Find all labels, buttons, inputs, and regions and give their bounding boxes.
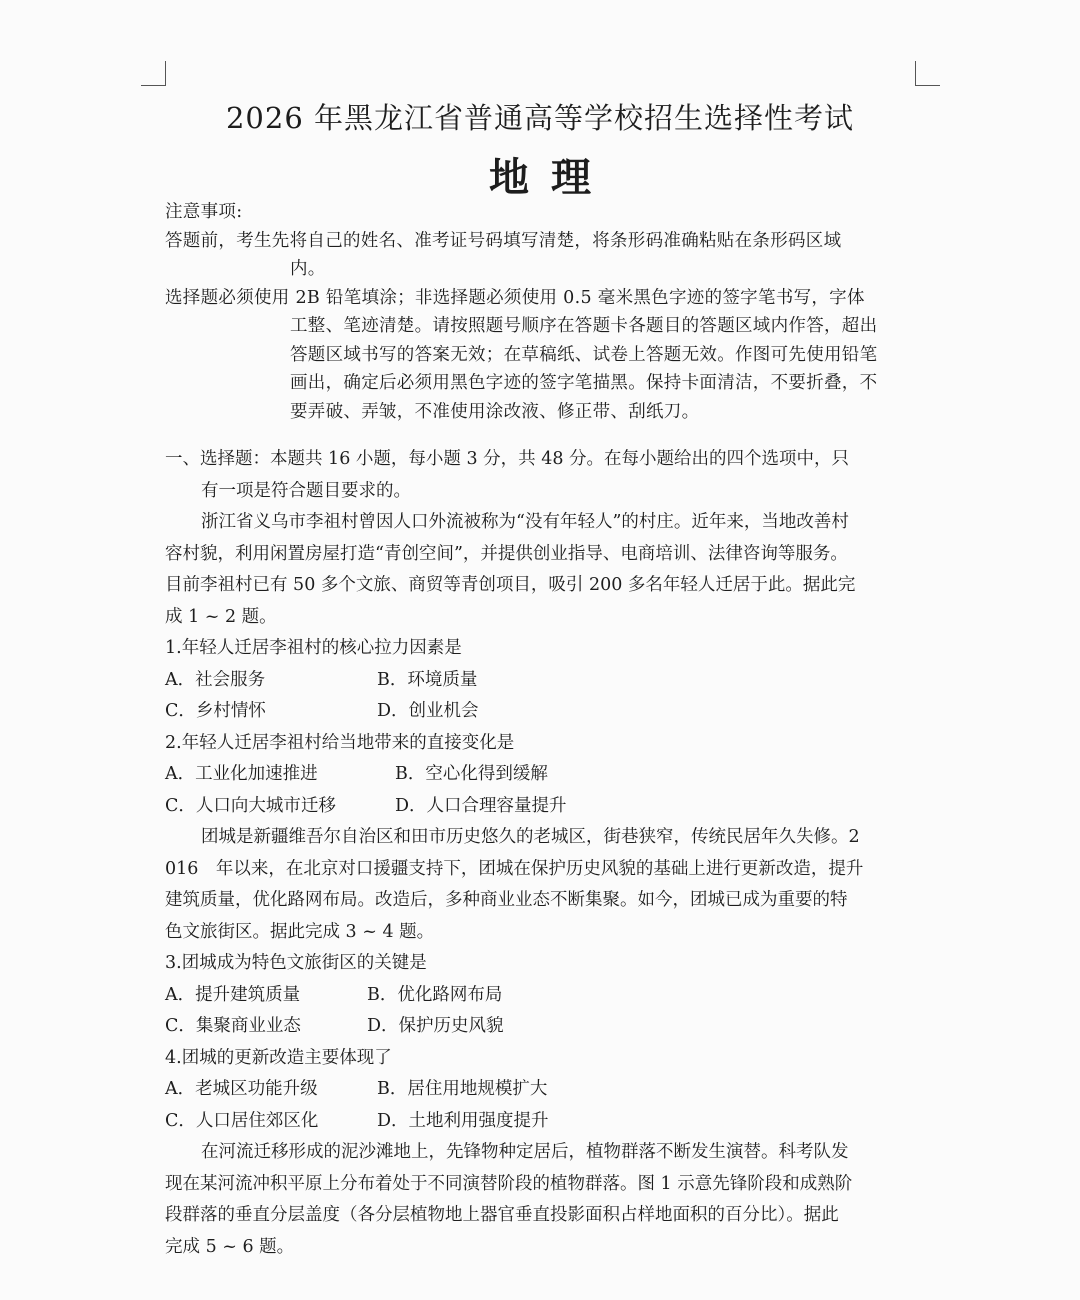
question-2-option-a: A．工业化加速推进 xyxy=(165,764,318,784)
section-1 xyxy=(165,444,915,1263)
question-4-option-b: B．居住用地规模扩大 xyxy=(377,1079,548,1099)
question-3-options-row-2 xyxy=(165,1011,915,1043)
question-3-option-c: C．集聚商业业态 xyxy=(165,1016,301,1036)
note-item-2-line-1: 选择题必须使用 2B 铅笔填涂；非选择题必须使用 0.5 毫米黑色字迹的签字笔书写，字体 xyxy=(165,287,865,308)
question-4-option-c: C．人口居住郊区化 xyxy=(165,1110,319,1131)
subject-title: 地理 xyxy=(489,154,613,201)
notes-heading: 注意事项: xyxy=(165,202,243,222)
note-item-2-line-3: 答题区域书写的答案无效；在草稿纸、试卷上答题无效。作图可先使用铅笔 xyxy=(290,344,878,365)
question-4-options-row-1 xyxy=(165,1074,915,1106)
question-3-options-row-1 xyxy=(165,980,915,1012)
question-3-option-d: D．保护历史风貌 xyxy=(367,1016,504,1036)
section-heading-line-2: 有一项是符合题目要求的。 xyxy=(201,480,411,501)
question-2-options-row-2 xyxy=(165,791,915,823)
question-3-stem: 3.团城成为特色文旅街区的关键是 xyxy=(165,953,427,973)
note-item-2-line-4: 画出，确定后必须用黑色字迹的签字笔描黑。保持卡面清洁，不要折叠，不 xyxy=(290,373,878,393)
question-1-stem: 1.年轻人迁居李祖村的核心拉力因素是 xyxy=(165,638,462,658)
passage-3-line-1: 在河流迁移形成的泥沙滩地上，先锋物种定居后，植物群落不断发生演替。科考队发 xyxy=(201,1142,849,1162)
passage-3-line-4: 完成 5 ~ 6 题。 xyxy=(165,1236,295,1257)
question-4-options-row-2 xyxy=(165,1106,915,1138)
question-2-options-row-1 xyxy=(165,759,915,791)
question-1-option-b: B．环境质量 xyxy=(377,669,478,690)
exam-title: 2026 年黑龙江省普通高等学校招生选择性考试 xyxy=(225,101,855,135)
note-item-2-line-2: 工整、笔迹清楚。请按照题号顺序在答题卡各题目的答题区域内作答，超出 xyxy=(290,316,878,336)
passage-1-line-4: 成 1 ~ 2 题。 xyxy=(165,606,277,627)
question-3-option-b: B．优化路网布局 xyxy=(367,984,503,1005)
passage-1-line-1: 浙江省义乌市李祖村曾因人口外流被称为“没有年轻人”的村庄。近年来，当地改善村 xyxy=(201,512,849,532)
passage-2-line-1: 团城是新疆维吾尔自治区和田市历史悠久的老城区，街巷狭窄，传统民居年久失修。2 xyxy=(201,827,860,847)
question-1-options-row-2 xyxy=(165,696,915,728)
question-4-option-d: D．土地利用强度提升 xyxy=(377,1110,549,1131)
passage-3-line-2: 现在某河流冲积平原上分布着处于不同演替阶段的植物群落。图 1 示意先锋阶段和成熟阶 xyxy=(165,1173,853,1194)
notes-block xyxy=(165,198,915,426)
passage-3-line-3: 段群落的垂直分层盖度（各分层植物地上器官垂直投影面积占样地面积的百分比）。据此 xyxy=(165,1205,839,1225)
question-2-stem: 2.年轻人迁居李祖村给当地带来的直接变化是 xyxy=(165,732,515,753)
question-1-options-row-1 xyxy=(165,665,915,697)
question-4-stem: 4.团城的更新改造主要体现了 xyxy=(165,1047,392,1068)
question-3-option-a: A．提升建筑质量 xyxy=(165,984,301,1005)
section-heading-line-1: 一、选择题：本题共 16 小题，每小题 3 分，共 48 分。在每小题给出的四个选项中，只 xyxy=(165,449,850,469)
crop-mark-top-left xyxy=(141,61,166,86)
passage-2-line-3: 建筑质量，优化路网布局。改造后，多种商业业态不断集聚。如今，团城已成为重要的特 xyxy=(165,890,848,910)
passage-2-line-4: 色文旅街区。据此完成 3 ~ 4 题。 xyxy=(165,921,435,942)
question-4-option-a: A．老城区功能升级 xyxy=(165,1079,318,1099)
question-2-option-d: D．人口合理容量提升 xyxy=(395,795,567,816)
passage-1-line-2: 容村貌，利用闲置房屋打造“青创空间”，并提供创业指导、电商培训、法律咨询等服务。 xyxy=(165,543,848,564)
question-1-option-d: D．创业机会 xyxy=(377,701,479,721)
question-2-option-b: B．空心化得到缓解 xyxy=(395,764,548,784)
passage-1-line-3: 目前李祖村已有 50 多个文旅、商贸等青创项目，吸引 200 多名年轻人迁居于此。据此完 xyxy=(165,575,856,595)
question-1-option-a: A．社会服务 xyxy=(165,669,266,690)
passage-2-line-2: 016 年以来，在北京对口援疆支持下，团城在保护历史风貌的基础上进行更新改造，提升 xyxy=(165,858,864,879)
note-item-2-line-5: 要弄破、弄皱，不准使用涂改液、修正带、刮纸刀。 xyxy=(290,401,700,422)
note-item-1-line-2: 内。 xyxy=(290,259,326,279)
question-1-option-c: C．乡村情怀 xyxy=(165,701,266,721)
crop-mark-top-right xyxy=(915,61,940,86)
note-item-1-line-1: 答题前，考生先将自己的姓名、准考证号码填写清楚，将条形码准确粘贴在条形码区域 xyxy=(165,230,842,251)
question-2-option-c: C．人口向大城市迁移 xyxy=(165,795,336,816)
exam-content xyxy=(165,198,915,1263)
